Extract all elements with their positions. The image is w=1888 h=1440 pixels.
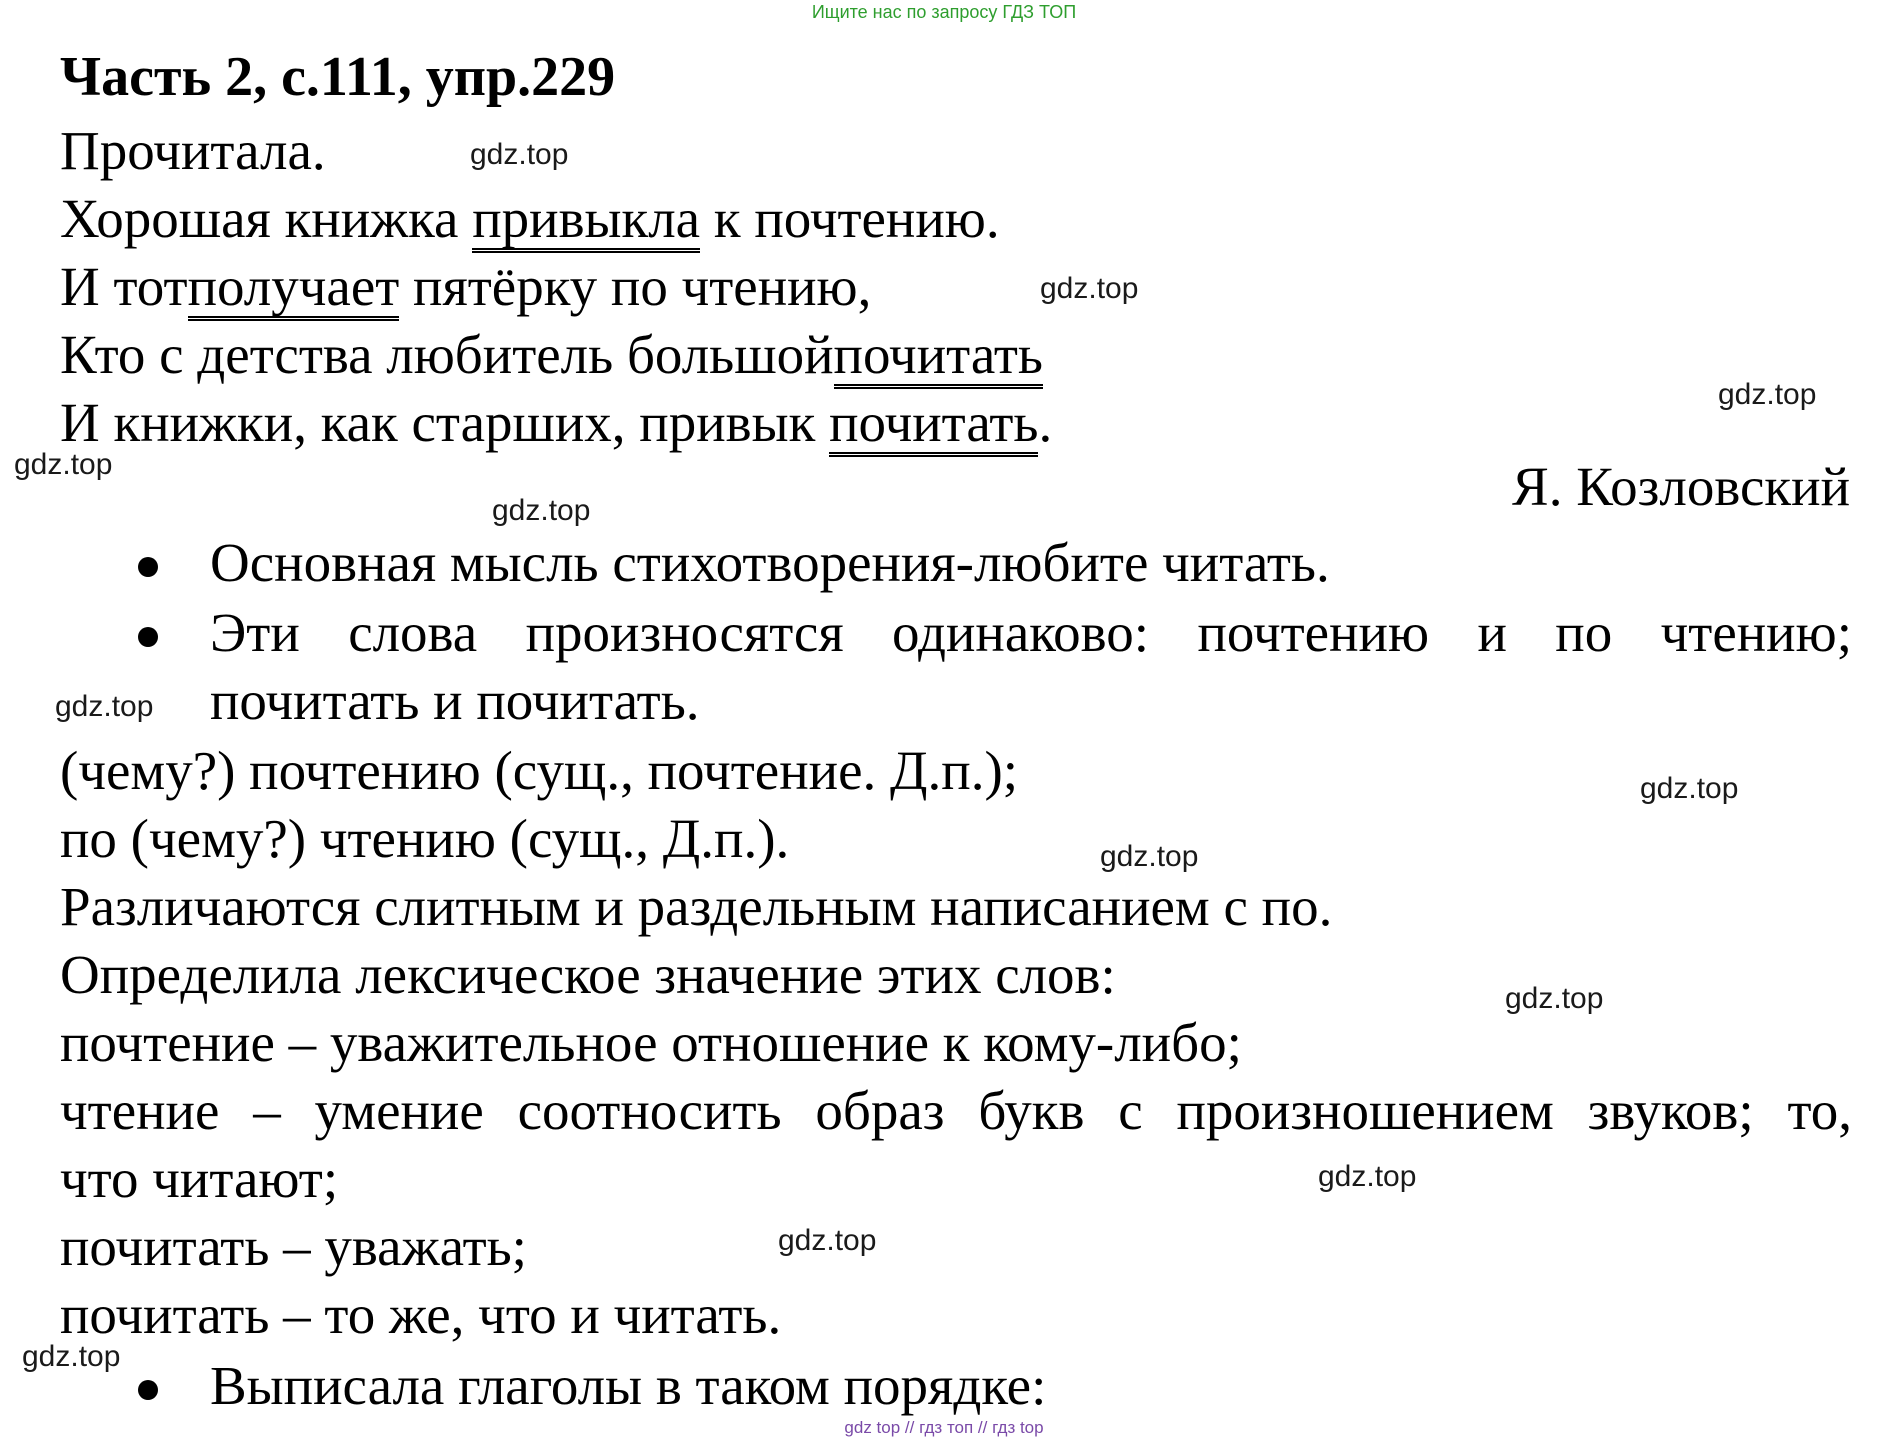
body-line-1: (чему?) почтению (сущ., почтение. Д.п.); <box>60 740 1019 801</box>
page-title: Часть 2, с.111, упр.229 <box>60 46 616 108</box>
poem-line-3 <box>60 322 1043 389</box>
watermark: gdz.top <box>14 448 113 481</box>
watermark: gdz.top <box>1100 840 1199 873</box>
watermark: gdz.top <box>1318 1160 1417 1193</box>
footer-links[interactable]: gdz top // гдз топ // гдз top <box>844 1418 1044 1437</box>
bullet-item-1: Основная мысль стихотворения-любите читать. <box>210 532 1330 593</box>
text-segment: Кто с детства любитель большой <box>60 324 834 385</box>
underlined-predicate: почитать <box>829 395 1038 457</box>
watermark: gdz.top <box>470 138 569 171</box>
text-segment: пятёрку по чтению, <box>399 256 872 317</box>
top-banner[interactable]: Ищите нас по запросу ГДЗ ТОП <box>811 2 1077 22</box>
watermark: gdz.top <box>1640 772 1739 805</box>
bullet-dot-icon <box>138 1380 158 1400</box>
text-segment: . <box>1038 392 1053 453</box>
text-segment: Хорошая книжка <box>60 188 473 249</box>
bullet-item-3: Выписала глаголы в таком порядке: <box>210 1355 1047 1416</box>
watermark: gdz.top <box>492 494 591 527</box>
body-line-3: Различаются слитным и раздельным написанием с по. <box>60 876 1333 937</box>
watermark: gdz.top <box>1718 378 1817 411</box>
body-line-5: почтение – уважительное отношение к кому-либо; <box>60 1012 1242 1073</box>
body-line-9: почитать – то же, что и читать. <box>60 1284 782 1345</box>
bullet-dot-icon <box>138 557 158 577</box>
bullet-dot-icon <box>138 627 158 647</box>
poem-line-1 <box>60 186 1000 253</box>
body-line-4: Определила лексическое значение этих слов: <box>60 944 1116 1005</box>
watermark: gdz.top <box>55 690 154 723</box>
underlined-predicate: почитать <box>834 327 1043 389</box>
poem-line-4 <box>60 390 1052 457</box>
body-line-2: по (чему?) чтению (сущ., Д.п.). <box>60 808 790 869</box>
bullet-item-2-line-1: Эти слова произносятся одинаково: почтению и по чтению; <box>210 602 1852 663</box>
underlined-predicate: получает <box>188 259 400 321</box>
watermark: gdz.top <box>1040 272 1139 305</box>
poem-intro: Прочитала. <box>60 120 326 181</box>
watermark: gdz.top <box>778 1224 877 1257</box>
underlined-predicate: привыкла <box>472 191 700 253</box>
watermark: gdz.top <box>1505 982 1604 1015</box>
text-segment: И тот <box>60 256 188 317</box>
body-line-6: чтение – умение соотносить образ букв с произношением звуков; то, <box>60 1080 1852 1141</box>
body-line-7: что читают; <box>60 1148 339 1209</box>
poem-line-2 <box>60 254 871 321</box>
bullet-item-2-line-2: почитать и почитать. <box>210 670 700 731</box>
body-line-8: почитать – уважать; <box>60 1216 527 1277</box>
poem-author: Я. Козловский <box>1512 456 1850 517</box>
text-segment: И книжки, как старших, привык <box>60 392 830 453</box>
text-segment: к почтению. <box>700 188 1000 249</box>
watermark: gdz.top <box>22 1340 121 1373</box>
